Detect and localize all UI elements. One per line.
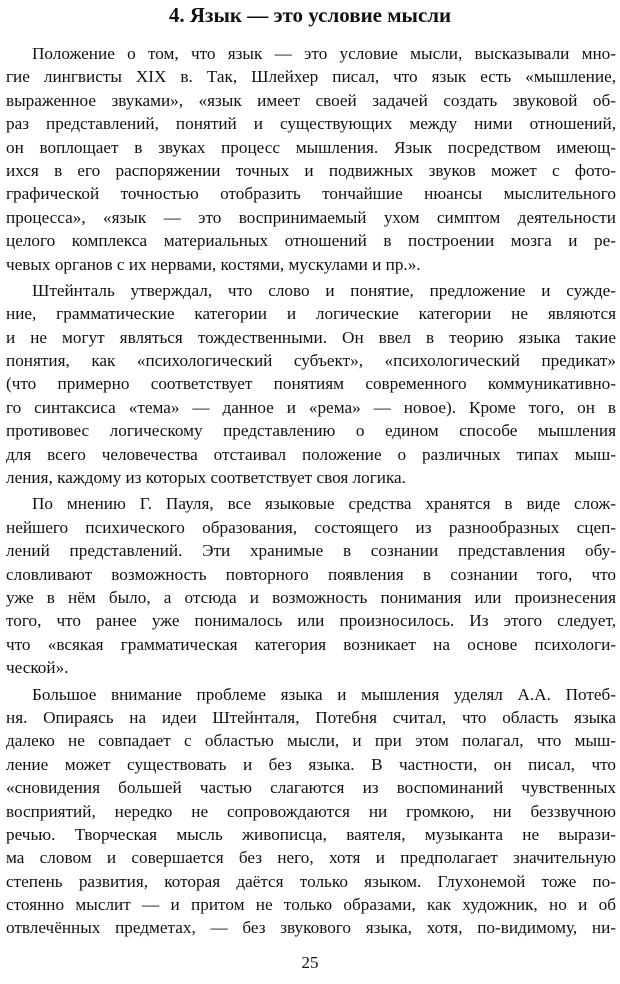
text-line: понятия, как «психологический субъект», «психологический предикат» — [6, 351, 616, 371]
text-line: ления, каждому из которых соответствует своя логика. — [6, 468, 406, 488]
text-line: степень развития, которая даётся только языком. Глухонемой тоже по- — [6, 871, 616, 891]
page-number: 25 — [301, 953, 319, 972]
text-line: графической точностью отобразить тончайшие нюансы мыслительного — [6, 184, 616, 204]
text-line: он воплощает в звуках процесс мышления. Язык посредством имеющ- — [6, 137, 616, 157]
text-line: Штейнталь утверждал, что слово и понятие, предложение и сужде- — [32, 280, 616, 300]
text-line: (что примерно соответствует понятиям современного коммуникативно- — [6, 374, 616, 394]
text-line: противовес логическому представлению о едином способе мышления — [6, 421, 616, 441]
text-line: ма словом и совершается без него, хотя и предполагает значительную — [6, 848, 616, 868]
paragraph-steinthal — [6, 279, 616, 490]
text-line: выраженное звуками», «язык имеет своей задачей создать звуковой об- — [6, 90, 616, 110]
text-line: чевых органов с их нервами, костями, мускулами и пр.». — [6, 254, 421, 274]
text-line: речью. Творческая мысль живописца, ваятеля, музыканта не вырази- — [6, 824, 616, 844]
text-line: ческой». — [6, 658, 69, 678]
text-line: отвлечённых предметах, — без звукового языка, хотя, по-видимому, ни- — [6, 918, 616, 938]
text-line: стоянно мыслит — и притом не только образами, как художник, но и об — [6, 895, 616, 915]
text-line: ня. Опираясь на идеи Штейнталя, Потебня считал, что область языка — [6, 707, 616, 727]
text-line: того, что ранее уже понималось или произносилось. Из этого следует, — [6, 611, 616, 631]
text-line: го синтаксиса «тема» — данное и «рема» — новое). Кроме того, он в — [6, 397, 616, 417]
text-line: ихся в его распоряжении точных и подвижных звуков может с фото- — [6, 160, 616, 180]
text-line: По мнению Г. Пауля, все языковые средства хранятся в виде слож- — [32, 494, 616, 514]
paragraph-schleicher — [6, 42, 616, 276]
text-line: для всего человечества отстаивал положение о различных типах мыш- — [6, 444, 616, 464]
text-line: лений представлений. Эти хранимые в сознании представления обу- — [6, 541, 616, 561]
section-title: 4. Язык — это условие мысли — [168, 3, 452, 27]
text-line: гие лингвисты XIX в. Так, Шлейхер писал, что язык есть «мышление, — [6, 67, 616, 87]
paragraph-potebnya — [6, 683, 616, 940]
text-line: уже в нём было, а отсюда и возможность понимания или произнесения — [6, 587, 616, 607]
text-line: и не могут являться тождественными. Он ввел в теорию языка такие — [6, 327, 616, 347]
text-line: «сновидения большей частью слагаются из воспоминаний чувственных — [6, 778, 616, 798]
text-line: что «всякая грамматическая категория возникает на основе психологи- — [6, 634, 616, 654]
text-line: далеко не совпадает с областью мысли, и при этом полагал, что мыш- — [6, 731, 616, 751]
text-line: целого комплекса материальных отношений в построении мозга и ре- — [6, 231, 616, 251]
paragraph-paul — [6, 492, 616, 679]
text-line: процесса», «язык — это воспринимаемый ухом симптом деятельности — [6, 207, 616, 227]
text-line: Положение о том, что язык — это условие мысли, высказывали мно- — [32, 44, 616, 63]
text-line: раз представлений, понятий и существующих между ними отношений, — [6, 114, 616, 134]
body-text — [6, 42, 616, 940]
text-line: ление может существовать и без языка. В частности, он писал, что — [6, 754, 616, 774]
text-line: нейшего психического образования, состоящего из разнообразных сцеп- — [6, 517, 616, 537]
text-line: восприятий, нередко не сопровождаются ни громкою, ни беззвучною — [6, 801, 616, 821]
text-line: ние, грамматические категории и логические категории не являются — [6, 304, 616, 324]
text-line: словливают возможность повторного появления в сознании того, что — [6, 564, 616, 584]
text-line: Большое внимание проблеме языка и мышления уделял А.А. Потеб- — [32, 684, 616, 704]
